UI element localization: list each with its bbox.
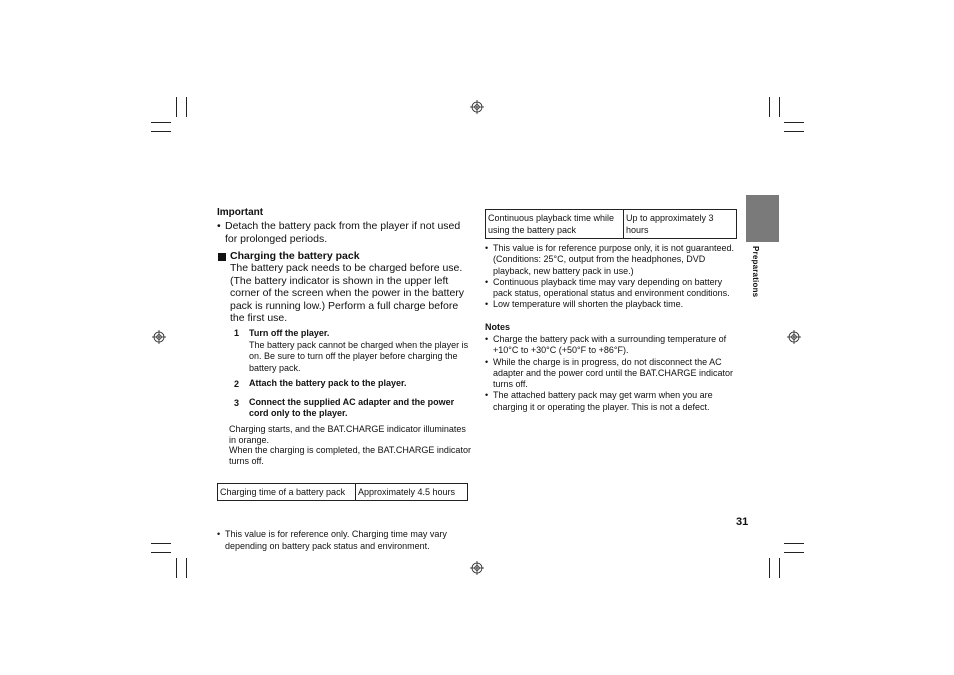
section-label: Preparations — [751, 246, 760, 298]
table-row — [218, 484, 468, 501]
step-number: 2 — [234, 379, 240, 389]
table-row — [486, 210, 737, 239]
charging-status-text: Charging starts, and the BAT.CHARGE indicator illuminates in orange. — [229, 424, 466, 445]
charging-heading-marker-icon — [218, 253, 226, 261]
charging-intro: The battery pack needs to be charged before use. (The battery indicator is shown in the upper left corner of the screen when the power in the battery pack is running low.) Perform a full charge before the first use. — [230, 262, 465, 324]
table-cell-label: Continuous playback time while using the battery pack — [486, 210, 624, 239]
list-item: • Continuous playback time may vary depending on battery pack status, operational status and environment conditions. — [485, 277, 737, 300]
step-number: 1 — [234, 328, 240, 338]
section-tab — [746, 195, 779, 242]
notes-heading: Notes — [485, 322, 511, 332]
registration-mark-icon — [470, 561, 484, 575]
charging-time-note: • This value is for reference only. Charging time may vary depending on battery pack status and environment. — [217, 528, 467, 552]
playback-notes-list — [485, 243, 737, 311]
step-title: Connect the supplied AC adapter and the power cord only to the player. — [249, 397, 455, 419]
registration-mark-icon — [787, 330, 801, 344]
important-heading: Important — [217, 207, 264, 218]
step-title: Turn off the player. — [249, 328, 330, 338]
charging-complete-text: When the charging is completed, the BAT.CHARGE indicator turns off. — [229, 445, 471, 466]
notes-list — [485, 334, 737, 413]
list-item: • Charge the battery pack with a surrounding temperature of +10°C to +30°C (+50°F to +86°F). — [485, 334, 737, 357]
list-item: • This value is for reference purpose only, it is not guaranteed. (Conditions: 25°C, output from the headphones, DVD playback, new battery pack in use.) — [485, 243, 737, 277]
important-text: • Detach the battery pack from the player if not used for prolonged periods. — [217, 220, 469, 245]
table-cell-label: Charging time of a battery pack — [218, 484, 356, 501]
list-item: • Low temperature will shorten the playback time. — [485, 299, 737, 310]
registration-mark-icon — [152, 330, 166, 344]
list-item: • While the charge is in progress, do not disconnect the AC adapter and the power cord until the BAT.CHARGE indicator turns off. — [485, 357, 737, 391]
page-number: 31 — [736, 516, 749, 528]
table-cell-value: Up to approximately 3 hours — [624, 210, 737, 239]
step-body: The battery pack cannot be charged when the player is on. Be sure to turn off the player before charging the battery pack. — [249, 340, 469, 373]
playback-time-table — [485, 209, 737, 239]
list-item: • The attached battery pack may get warm when you are charging it or operating the player. This is not a defect. — [485, 390, 737, 413]
step-title: Attach the battery pack to the player. — [249, 378, 407, 388]
registration-mark-icon — [470, 100, 484, 114]
charging-heading: Charging the battery pack — [230, 250, 360, 262]
charging-time-table — [217, 483, 468, 501]
table-cell-value: Approximately 4.5 hours — [356, 484, 468, 501]
step-number: 3 — [234, 398, 240, 408]
